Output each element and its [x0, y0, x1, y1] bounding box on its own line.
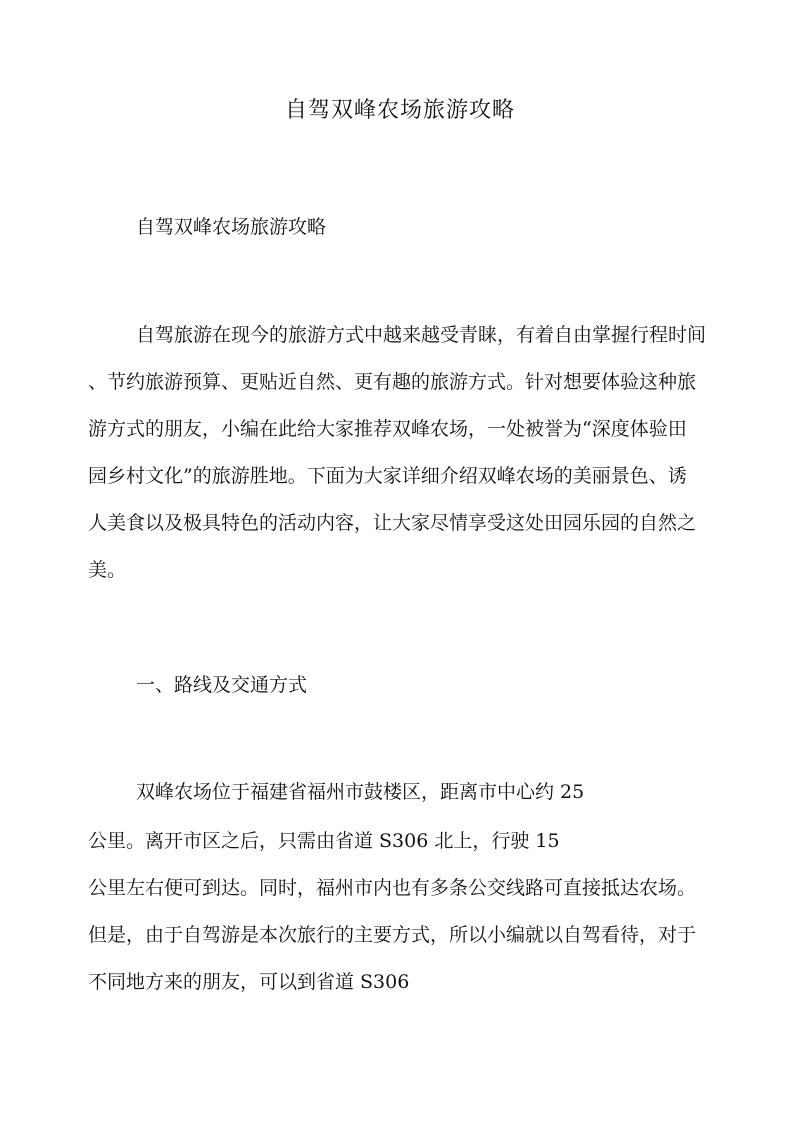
route-line-3: 公里左右便可到达。同时，福州市内也有多条公交线路可直接抵达农场。	[88, 877, 697, 899]
intro-line-4: 园乡村文化”的旅游胜地。下面为大家详细介绍双峰农场的美丽景色、诱	[88, 465, 687, 487]
route-line-2: 公里。离开市区之后，只需由省道 S306 北上，行驶 15	[88, 830, 560, 852]
section-heading-route: 一、路线及交通方式	[136, 674, 308, 696]
intro-line-6: 美。	[88, 559, 127, 581]
intro-line-2: 、节约旅游预算、更贴近自然、更有趣的旅游方式。针对想要体验这种旅	[88, 371, 697, 393]
intro-line-1: 自驾旅游在现今的旅游方式中越来越受青睐，有着自由掌握行程时间	[136, 324, 707, 346]
route-line-1: 双峰农场位于福建省福州市鼓楼区，距离市中心约 25	[136, 781, 585, 803]
document-subtitle: 自驾双峰农场旅游攻略	[136, 216, 327, 238]
document-title: 自驾双峰农场旅游攻略	[284, 98, 515, 123]
intro-line-5: 人美食以及极具特色的活动内容，让大家尽情享受这处田园乐园的自然之	[88, 512, 697, 534]
route-line-5: 不同地方来的朋友，可以到省道 S306	[88, 971, 410, 993]
intro-line-3: 游方式的朋友，小编在此给大家推荐双峰农场，一处被誉为“深度体验田	[88, 418, 687, 440]
route-line-4: 但是，由于自驾游是本次旅行的主要方式，所以小编就以自驾看待，对于	[88, 924, 697, 946]
